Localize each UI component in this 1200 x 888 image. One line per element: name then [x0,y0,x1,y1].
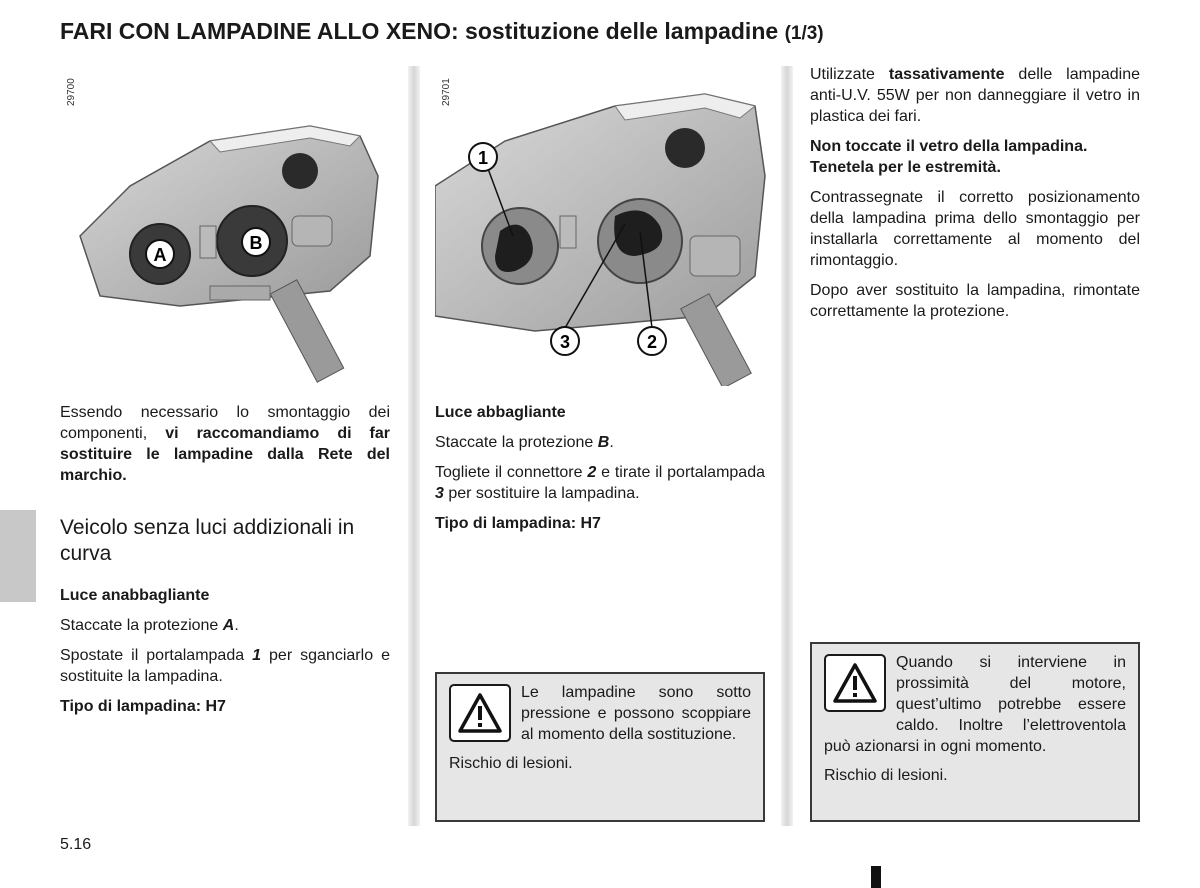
right-column [810,64,1140,331]
ref-a: A [222,617,235,634]
figure-ref-code: 29701 [441,78,452,106]
intro-plain: Essendo necessario lo smontaggio dei componenti, [60,404,390,442]
ref-3: 3 [435,485,444,502]
page-title [60,18,824,45]
callout-3 [551,327,579,355]
ref-2: 2 [587,464,597,481]
warning-triangle-icon [449,684,511,742]
column-divider-right [781,66,793,826]
paragraph-uv-bulbs [810,64,1140,127]
p1-bold: tassativamente [888,66,1005,83]
headlamp-figure-left [60,66,400,386]
chapter-side-tab [0,510,36,602]
headlamp-illustration-left [60,66,400,386]
headlamp-illustration-middle [435,66,770,386]
paragraph-do-not-touch: Non toccate il vetro della lampadina. Tenetela per le estremità. [810,138,1088,176]
subheading-high-beam: Luce abbagliante [435,404,566,421]
warning-risk: Rischio di lesioni. [449,755,573,772]
figure-ref-code: 29700 [66,78,77,106]
step-text: Spostate il portalampada [60,647,253,664]
step-remove-cover-a [60,615,390,636]
page-number: 5.16 [60,836,92,853]
warning-box-pressure [435,672,765,822]
column-divider-left [408,66,420,826]
callout-a [146,240,174,268]
step-remove-cover-b [435,432,765,453]
step-text: per sostituire la lampadina. [443,485,640,502]
ref-b: B [597,434,610,451]
headlamp-figure-middle [435,66,770,386]
step-move-holder-1 [60,645,390,687]
step-text: e tirate il portalampada [596,464,766,481]
paragraph-refit-cover: Dopo aver sostituito la lampadina, rimontate correttamente la protezione. [810,282,1140,320]
middle-column [435,402,765,543]
warning-text: Le lampadine sono sotto pressione e possono scoppiare al momento della sostituzione. [521,684,751,743]
callout-2 [638,327,666,355]
bulb-type-high-beam: Tipo di lampadina: H7 [435,515,601,532]
callout-a-label: A [153,245,167,265]
callout-3-label: 3 [559,332,571,352]
step-end: . [609,434,614,451]
warning-text: Quando si interviene in prossimità del motore, quest’ultimo potrebbe essere caldo. Inoltre l’elettroventola può azionarsi in ogni momento. [824,654,1126,755]
step-end: per sganciarlo e sostituite la lampadina. [60,647,390,685]
step-text: Staccate la protezione [60,617,223,634]
p1-text-end: delle lampadine anti-U.V. 55W per non danneggiare il vetro in plastica dei fari. [810,66,1140,125]
subheading-low-beam: Luce anabbagliante [60,587,210,604]
left-column [60,402,390,726]
callout-1-label: 1 [477,148,489,168]
callout-b-label: B [249,233,263,253]
callout-2-label: 2 [646,332,658,352]
p1-text: Utilizzate [810,66,889,83]
bulb-type-low-beam: Tipo di lampadina: H7 [60,698,226,715]
callout-1 [469,143,497,171]
paragraph-mark-position: Contrassegnate il corretto posizionamento della lampadina prima dello smontaggio per installarla correttamente al momento del rimontaggio. [810,189,1140,269]
step-text: Staccate la protezione [435,434,598,451]
ref-1: 1 [252,647,262,664]
page-marker-bar [871,866,881,888]
page-title-suffix: (1/3) [784,23,824,44]
step-end: . [234,617,239,634]
warning-risk: Rischio di lesioni. [824,767,948,784]
page-title-main: FARI CON LAMPADINE ALLO XENO: sostituzione delle lampadine [60,18,779,44]
step-remove-connector [435,462,765,504]
intro-paragraph [60,402,390,486]
intro-bold: vi raccomandiamo di far sostituire le lampadine dalla Rete del marchio. [60,425,391,484]
step-text: Togliete il connettore [435,464,588,481]
warning-triangle-icon [824,654,886,712]
warning-box-engine [810,642,1140,822]
section-title: Veicolo senza luci addizionali in curva [60,516,355,565]
callout-b [242,228,270,256]
